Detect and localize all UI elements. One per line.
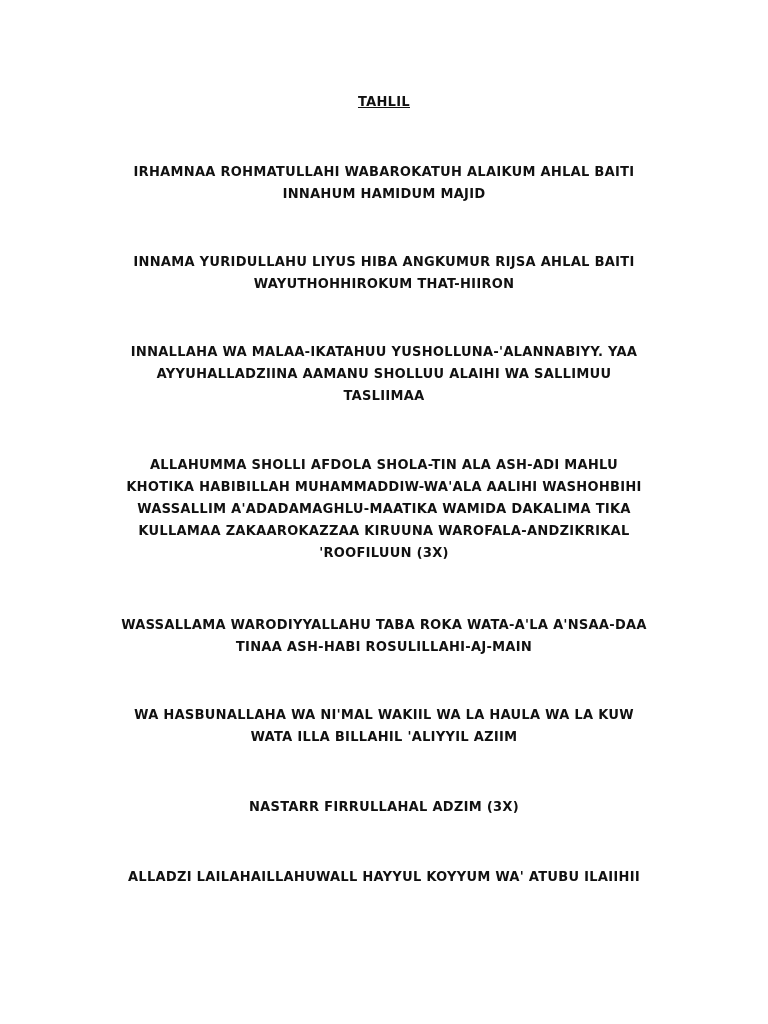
paragraph-3 <box>80 342 688 408</box>
paragraph-line: WASSALLIM A'ADADAMAGHLU-MAATIKA WAMIDA DAKALIMA TIKA <box>137 502 631 517</box>
paragraph-6 <box>80 705 688 749</box>
paragraph-line: INNALLAHA WA MALAA-IKATAHUU YUSHOLLUNA-'ALANNABIYY. YAA <box>130 345 638 360</box>
paragraph-line: TINAA ASH-HABI ROSULILLAHI-AJ-MAIN <box>235 640 533 655</box>
paragraph-line: AYYUHALLADZIINA AAMANU SHOLLUU ALAIHI WA SALLIMUU <box>156 367 612 382</box>
paragraph-line: WASSALLAMA WARODIYYALLAHU TABA ROKA WATA-A'LA A'NSAA-DAA <box>121 618 647 633</box>
paragraph-line: WA HASBUNALLAHA WA NI'MAL WAKIIL WA LA HAULA WA LA KUW <box>134 708 634 723</box>
paragraph-line: KULLAMAA ZAKAAROKAZZAA KIRUUNA WAROFALA-ANDZIKRIKAL <box>138 524 630 539</box>
paragraph-8 <box>80 867 688 889</box>
paragraph-line: IRHAMNAA ROHMATULLAHI WABAROKATUH ALAIKUM AHLAL BAITI <box>133 165 635 180</box>
paragraph-4 <box>80 455 688 565</box>
paragraph-line: WAYUTHOHHIROKUM THAT-HIIRON <box>253 277 515 292</box>
paragraph-line: INNAHUM HAMIDUM MAJID <box>282 187 486 202</box>
paragraph-5 <box>80 615 688 659</box>
paragraph-line: INNAMA YURIDULLAHU LIYUS HIBA ANGKUMUR RIJSA AHLAL BAITI <box>133 255 635 270</box>
paragraph-line: 'ROOFILUUN (3X) <box>319 546 449 561</box>
paragraph-line: NASTARR FIRRULLAHAL ADZIM (3X) <box>249 800 519 815</box>
paragraph-2 <box>80 252 688 296</box>
paragraph-line: KHOTIKA HABIBILLAH MUHAMMADDIW-WA'ALA AALIHI WASHOHBIHI <box>126 480 642 495</box>
paragraph-7 <box>80 797 688 819</box>
paragraph-line: ALLADZI LAILAHAILLAHUWALL HAYYUL KOYYUM WA' ATUBU ILAIIHII <box>128 870 640 885</box>
paragraph-line: ALLAHUMMA SHOLLI AFDOLA SHOLA-TIN ALA ASH-ADI MAHLU <box>149 458 619 473</box>
page-title: TAHLIL <box>357 95 410 110</box>
paragraph-line: TASLIIMAA <box>343 389 425 404</box>
paragraph-1 <box>80 162 688 206</box>
paragraph-line: WATA ILLA BILLAHIL 'ALIYYIL AZIIM <box>250 730 518 745</box>
